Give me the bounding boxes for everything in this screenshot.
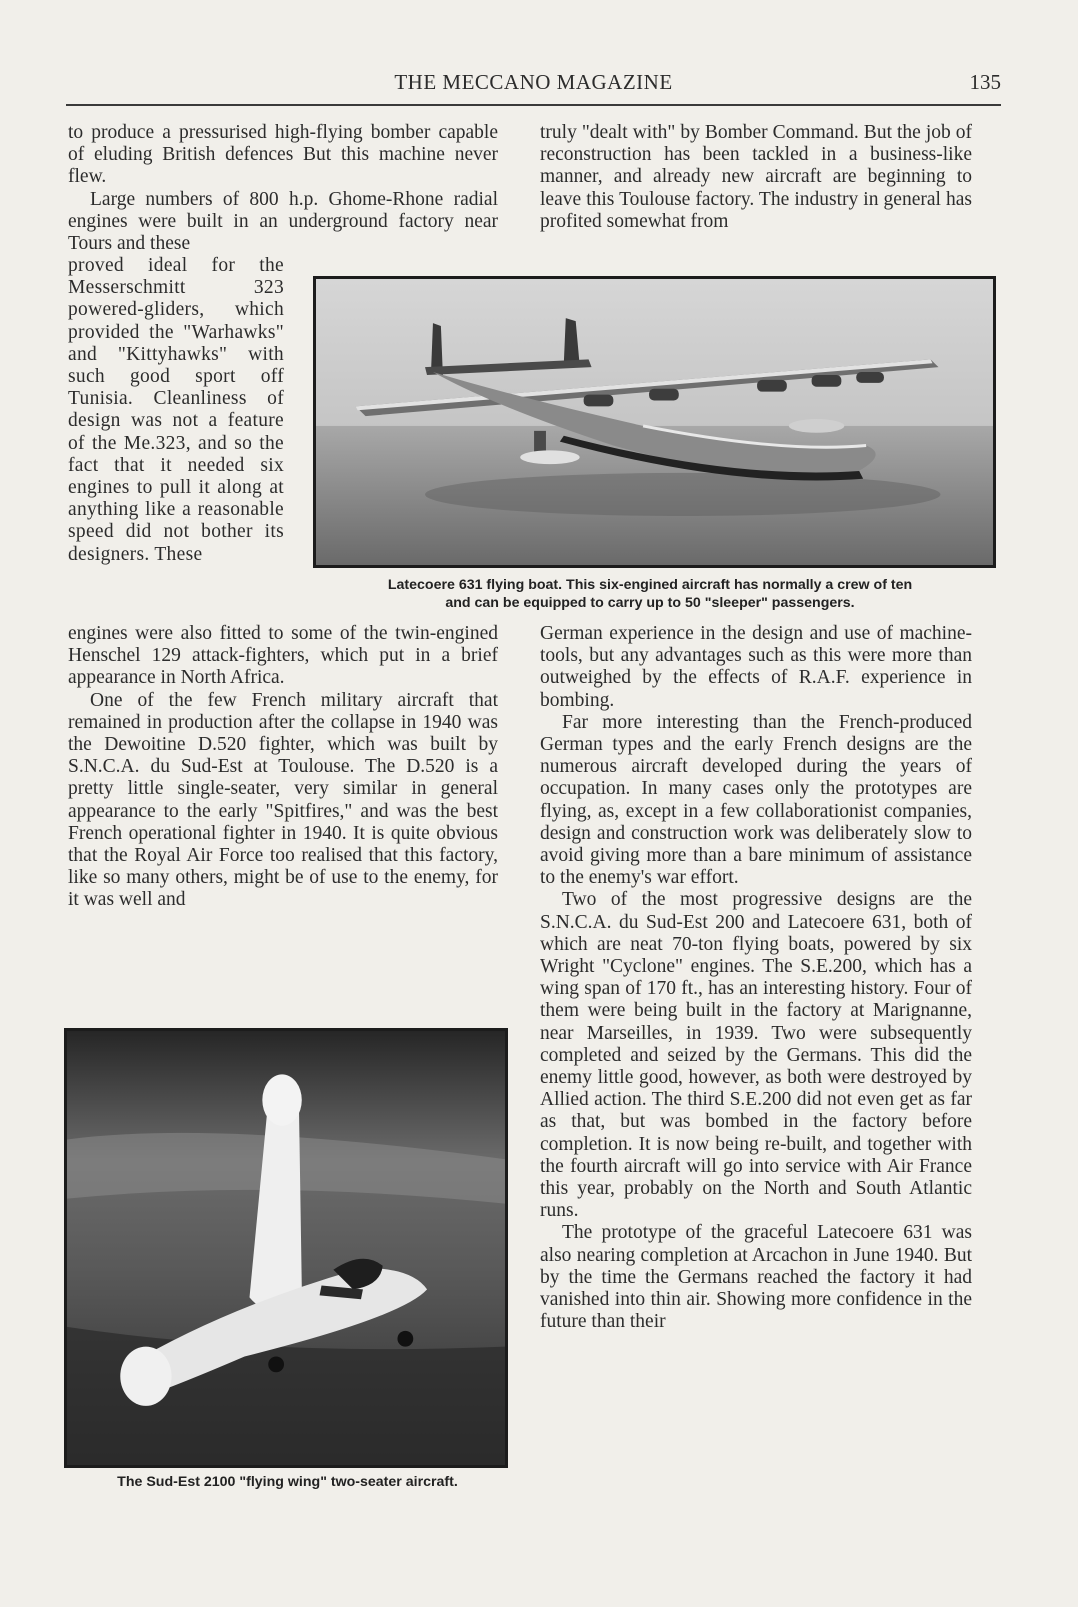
paragraph: The prototype of the graceful Latecoere 631 was also nearing completion at Arcachon in June 1940. But by the time the Germans reached the factory it had vanished into thin air. Showing more confidence in the future than their [540,1222,972,1333]
caption-line: Latecoere 631 flying boat. This six-engined aircraft has normally a crew of ten [387,577,913,593]
page-number: 135 [969,70,1001,94]
flying-wing-caption [40,1473,535,1491]
paragraph: proved ideal for the Messerschmitt 323 powered-gliders, which provided the "Warhawks" and "Kittyhawks" with such good sport off Tunisia. Cleanliness of design was not a feature of the Me.323, and so the fact that it needed six engines to pull it along at anything like a reasonable speed did not bother its designers. These [68,255,284,565]
paragraph: Large numbers of 800 h.p. Ghome-Rhone radial engines were built in an underground factory near Tours and these [68,188,498,255]
masthead [66,70,1001,106]
flying-wing-illustration [67,1031,505,1465]
paragraph: truly "dealt with" by Bomber Command. But the job of reconstruction has been tackled in a business-like manner, and already new aircraft are beginning to leave this Toulouse factory. The industry in general has profited somewhat from [540,122,972,232]
right-column-top [540,122,972,233]
paragraph: Two of the most progressive designs are the S.N.C.A. du Sud-Est 200 and Latecoere 631, both of which are neat 70-ton flying boats, powered by six Wright "Cyclone" engines. The S.E.200, which has a wing span of 170 ft., has an interesting history. Four of them were being built in the factory at Marignanne, near Marseilles, in 1939. Two were subsequently completed and seized by the Germans. This did the enemy little good, however, as both were destroyed by Allied action. The third S.E.200 did not even get as far as that, but was bombed in the factory before completion. It is now being re-built, and together with the fourth aircraft will go into service with Air France this year, probably on the North and South Atlantic runs. [540,889,972,1222]
paragraph: Far more interesting than the French-produced German types and the early French designs are the numerous aircraft developed during the years of occupation. In many cases only the prototypes are flying, as, except in a few collaborationist companies, design and construction work was deliberately slow to avoid giving more than a bare minimum of assistance to the enemy's war effort. [540,711,972,889]
paragraph: German experience in the design and use of machine-tools, but any advantages such as this were more than outweighed by the effects of R.A.F. experience in bombing. [540,623,972,711]
right-column-bottom [540,623,972,1334]
paragraph: One of the few French military aircraft that remained in production after the collapse in 1940 was the Dewoitine D.520 fighter, which was built by S.N.C.A. du Sud-Est at Toulouse. The D.520 is a pretty little single-seater, very similar in general appearance to the early "Spitfires," and was the best French operational fighter in 1940. It is quite obvious that the Royal Air Force too realised that this factory, like so many others, might be of use to the enemy, for it was well and [68,689,498,911]
flying-boat-illustration [316,279,993,565]
paragraph: to produce a pressurised high-flying bomber capable of eluding British defences But this machine never flew. [68,122,498,188]
magazine-title: THE MECCANO MAGAZINE [394,70,673,94]
flying-boat-photo [313,276,996,568]
caption-line: The Sud-Est 2100 "flying wing" two-seater aircraft. [117,1474,458,1490]
caption-line: and can be equipped to carry up to 50 "sleeper" passengers. [445,595,855,611]
left-column-wrap [68,255,284,566]
left-column-top [68,122,498,255]
flying-boat-caption [300,576,1000,612]
paragraph: engines were also fitted to some of the twin-engined Henschel 129 attack-fighters, which put in a brief appearance in North Africa. [68,623,498,689]
flying-wing-photo [64,1028,508,1468]
left-column-bottom [68,623,498,912]
